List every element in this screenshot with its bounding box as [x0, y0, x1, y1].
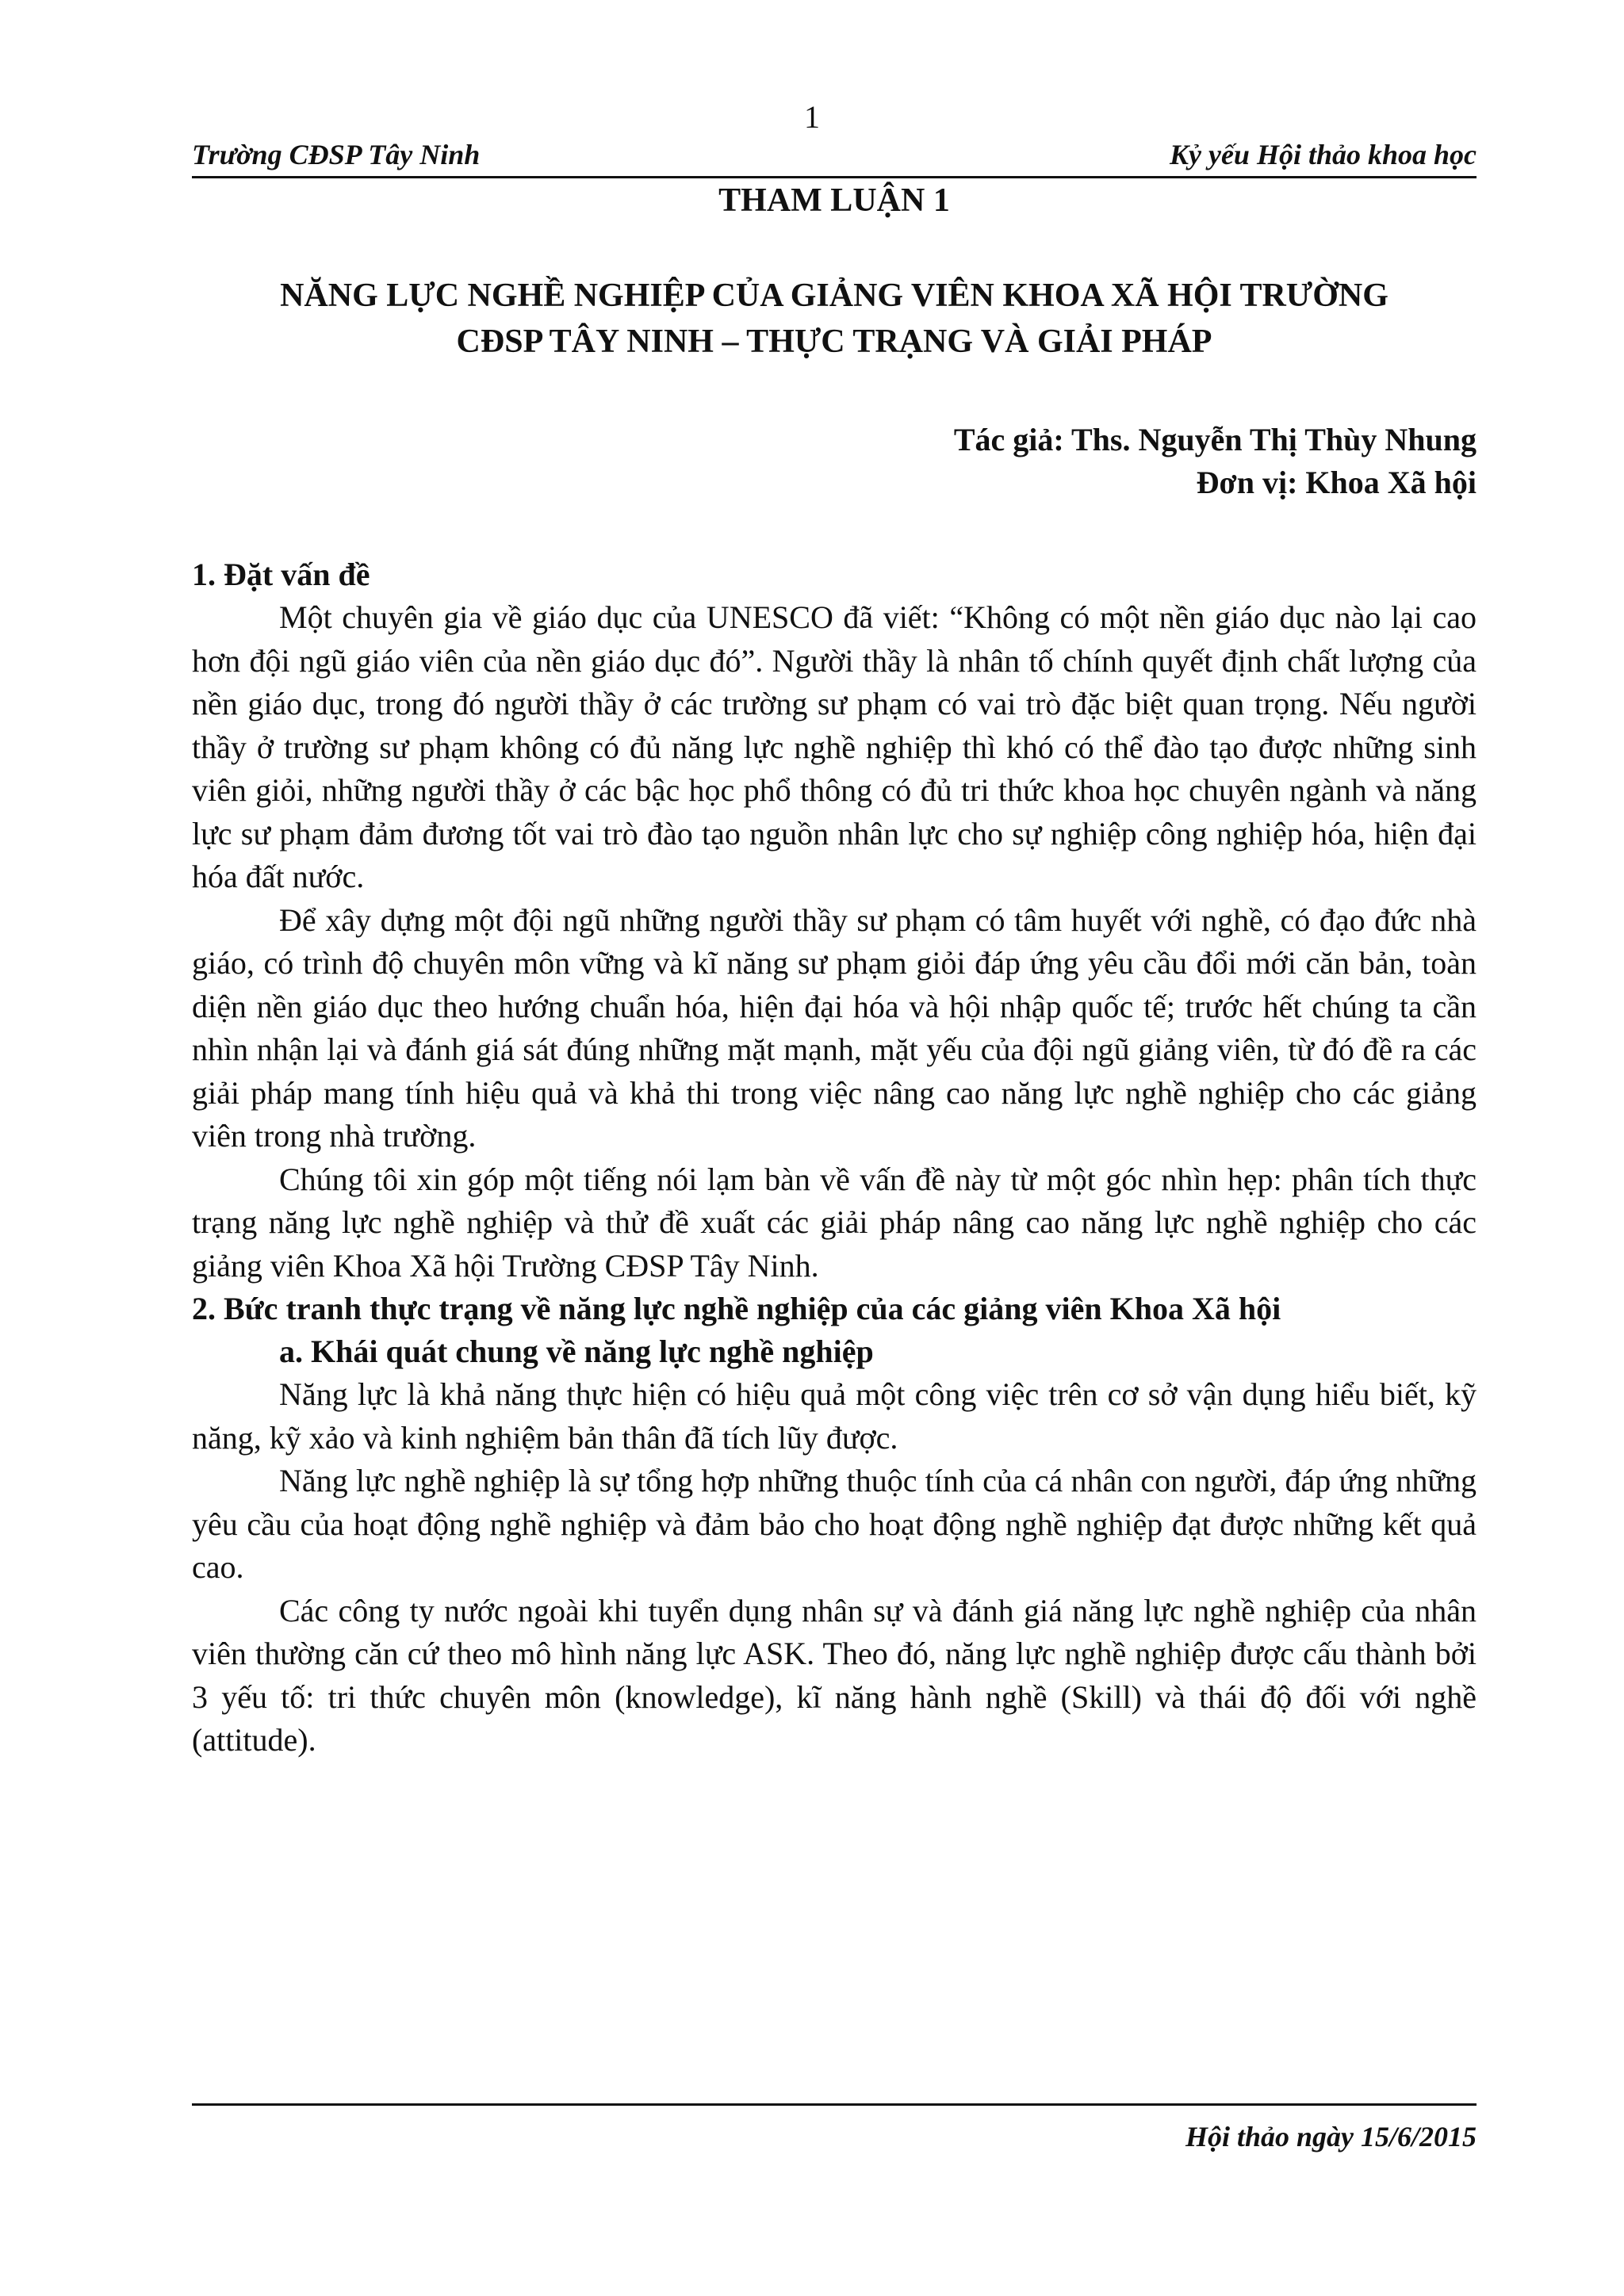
section-1-paragraph-2: Để xây dựng một đội ngũ những người thầy sư phạm có tâm huyết với nghề, có đạo đức nhà giáo, có trình độ chuyên môn vững và kĩ năng sư phạm giỏi đáp ứng yêu cầu đổi mới căn bản, toàn diện nền giáo dục theo hướng chuẩn hóa, hiện đại hóa và hội nhập quốc tế; trước hết chúng ta cần nhìn nhận lại và đánh giá sát đúng những mặt mạnh, mặt yếu của đội ngũ giảng viên, từ đó đề ra các giải pháp mang tính hiệu quả và khả thi trong việc nâng cao năng lực nghề nghiệp cho các giảng viên trong nhà trường.: [192, 901, 1477, 1154]
running-header: [192, 136, 1477, 178]
section-2-paragraph-3: Các công ty nước ngoài khi tuyển dụng nhân sự và đánh giá năng lực nghề nghiệp của nhân viên thường căn cứ theo mô hình năng lực ASK. Theo đó, năng lực nghề nghiệp được cấu thành bởi 3 yếu tố: tri thức chuyên môn (knowledge), kĩ năng hành nghề (Skill) và thái độ đối với nghề (attitude).: [192, 1592, 1477, 1758]
page-number: 1: [804, 99, 820, 135]
header-publication: Kỷ yếu Hội thảo khoa học: [1169, 139, 1477, 170]
title-line-2: CĐSP TÂY NINH – THỰC TRẠNG VÀ GIẢI PHÁP: [456, 323, 1212, 360]
author-unit: Đơn vị: Khoa Xã hội: [1196, 465, 1477, 500]
footer-divider: [192, 2103, 1477, 2106]
author-block: [192, 419, 1477, 504]
author-name: Tác giả: Ths. Nguyễn Thị Thùy Nhung: [953, 422, 1477, 457]
section-2a-subheading: a. Khái quát chung về năng lực nghề nghiệp: [279, 1334, 874, 1369]
section-2-paragraph-1: Năng lực là khả năng thực hiện có hiệu quả một công việc trên cơ sở vận dụng hiểu biết, kỹ năng, kỹ xảo và kinh nghiệm bản thân đã tích lũy được.: [192, 1376, 1477, 1456]
document-title: [192, 273, 1477, 365]
footer-date: Hội thảo ngày 15/6/2015: [1185, 2121, 1477, 2152]
section-1-heading: 1. Đặt vấn đề: [192, 557, 370, 592]
title-line-1: NĂNG LỰC NGHỀ NGHIỆP CỦA GIẢNG VIÊN KHOA XÃ HỘI TRƯỜNG: [280, 277, 1388, 314]
section-1-paragraph-3: Chúng tôi xin góp một tiếng nói lạm bàn về vấn đề này từ một góc nhìn hẹp: phân tích thực trạng năng lực nghề nghiệp và thử đề xuất các giải pháp nâng cao năng lực nghề nghiệp cho các giảng viên Khoa Xã hội Trường CĐSP Tây Ninh.: [192, 1161, 1477, 1284]
section-1-paragraph-1: Một chuyên gia về giáo dục của UNESCO đã viết: “Không có một nền giáo dục nào lại cao hơn đội ngũ giáo viên của nền giáo dục đó”. Người thầy là nhân tố chính quyết định chất lượng của nền giáo dục, trong đó người thầy ở các trường sư phạm có vai trò đặc biệt quan trọng. Nếu người thầy ở trường sư phạm không có đủ năng lực nghề nghiệp thì khó có thể đào tạo được những sinh viên giỏi, những người thầy ở các bậc học phổ thông có đủ tri thức khoa học chuyên ngành và năng lực sư phạm đảm đương tốt vai trò đào tạo nguồn nhân lực cho sự nghiệp công nghiệp hóa, hiện đại hóa đất nước.: [192, 599, 1477, 894]
section-2-paragraph-2: Năng lực nghề nghiệp là sự tổng hợp những thuộc tính của cá nhân con người, đáp ứng những yêu cầu của hoạt động nghề nghiệp và đảm bảo cho hoạt động nghề nghiệp đạt được những kết quả cao.: [192, 1463, 1477, 1585]
header-institution: Trường CĐSP Tây Ninh: [192, 139, 481, 170]
section-2-heading: 2. Bức tranh thực trạng về năng lực nghề nghiệp của các giảng viên Khoa Xã hội: [192, 1291, 1281, 1326]
section-label: THAM LUẬN 1: [718, 182, 950, 219]
document-body: [192, 176, 1477, 1762]
